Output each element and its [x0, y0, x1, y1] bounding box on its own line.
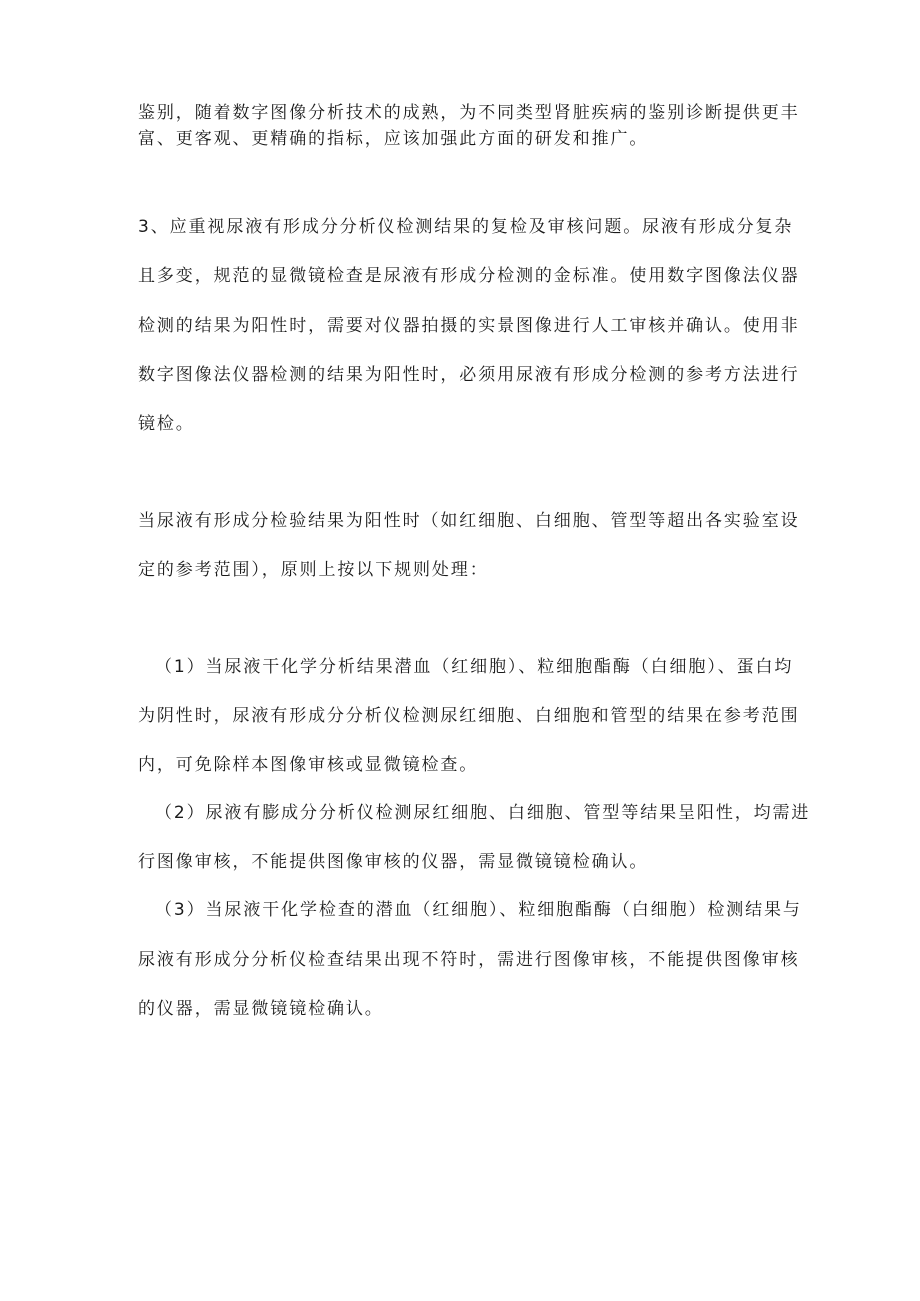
rule2-line-2: 行图像审核，不能提供图像审核的仪器，需显微镜镜检确认。 [138, 852, 649, 872]
rule3-line-2: 尿液有形成分分析仪检查结果出现不符时，需进行图像审核，不能提供图像审核 [138, 950, 800, 970]
para2-line-3: 检测的结果为阳性时，需要对仪器拍摄的实景图像进行人工审核并确认。使用非 [138, 316, 800, 336]
para1-line-2: 富、更客观、更精确的指标，应该加强此方面的研发和推广。 [138, 129, 649, 149]
para2-line-5: 镜检。 [138, 414, 195, 434]
rule1-line-2: 为阴性时，尿液有形成分分析仪检测尿红细胞、白细胞和管型的结果在参考范围 [138, 706, 800, 726]
para2-line-2: 且多变，规范的显微镜检查是尿液有形成分检测的金标准。使用数字图像法仪器 [138, 266, 800, 286]
rule3-line-3: 的仪器，需显微镜镜检确认。 [138, 999, 384, 1019]
para3-line-2: 定的参考范围），原则上按以下规则处理： [138, 560, 489, 580]
rule1-line-3: 内，可免除样本图像审核或显微镜检查。 [138, 755, 479, 775]
rule1-line-1: （1）当尿液干化学分析结果潜血（红细胞）、粒细胞酯酶（白细胞）、蛋白均 [155, 657, 794, 677]
rule3-line-1: （3）当尿液干化学检查的潜血（红细胞）、粒细胞酯酶（白细胞）检测结果与 [155, 900, 802, 920]
para2-line-1: 3、应重视尿液有形成分分析仪检测结果的复检及审核问题。尿液有形成分复杂 [138, 217, 794, 237]
para3-line-1: 当尿液有形成分检验结果为阳性时（如红细胞、白细胞、管型等超出各实验室设 [138, 511, 800, 531]
para1-line-1: 鉴别，随着数字图像分析技术的成熟，为不同类型肾脏疾病的鉴别诊断提供更丰 [138, 103, 800, 123]
para2-line-4: 数字图像法仪器检测的结果为阳性时，必须用尿液有形成分检测的参考方法进行 [138, 365, 800, 385]
rule2-line-1: （2）尿液有膨成分分析仪检测尿红细胞、白细胞、管型等结果呈阳性，均需进 [155, 803, 811, 823]
